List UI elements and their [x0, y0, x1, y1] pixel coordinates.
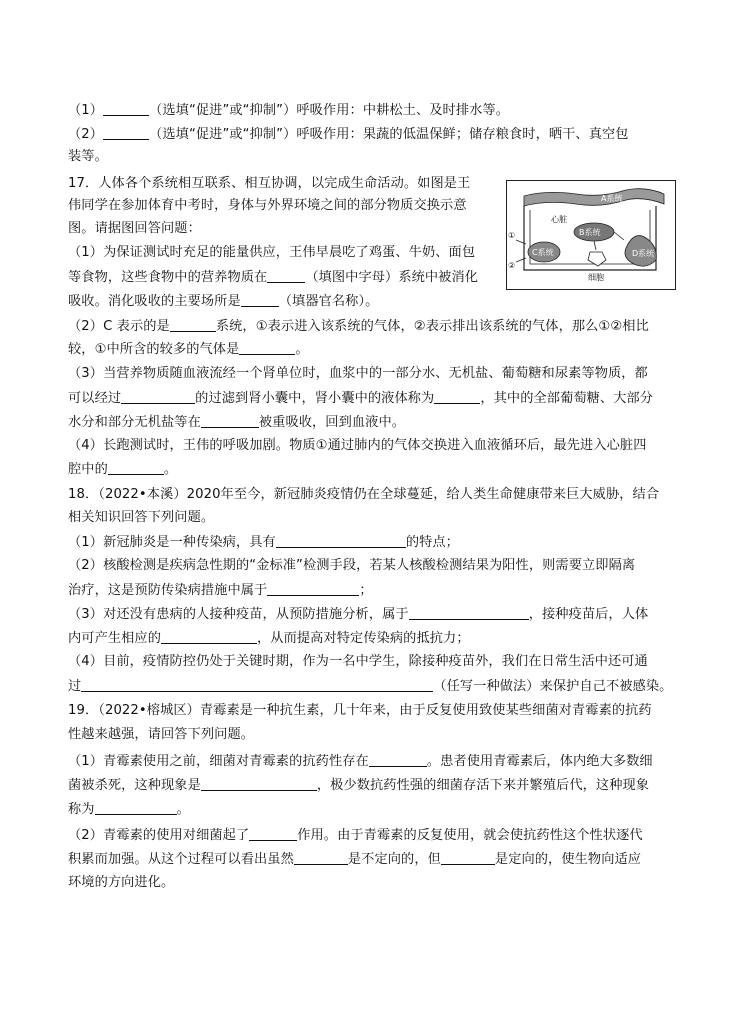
answer-blank	[201, 413, 259, 428]
text-line: （2）青霉素的使用对细菌起了 作用。由于青霉素的反复使用，就会使抗药性这个性状逐代	[68, 828, 643, 843]
label-cell: 细胞	[588, 273, 604, 282]
text-line: 可以经过 的过滤到肾小囊中，肾小囊中的液体称为 ，其中的全部葡萄糖、大部分	[68, 391, 654, 406]
text: （2）	[68, 127, 104, 142]
text-line: 积累而加强。从这个过程可以看出虽然 是不定向的，但 是定向的，使生物向适应	[68, 852, 642, 867]
answer-blank	[170, 317, 216, 332]
text-line: （4）长跑测试时，王伟的呼吸加剧。物质①通过肺内的气体交换进入血液循环后，最先进入心脏四	[68, 438, 647, 453]
answer-blank	[239, 340, 295, 355]
label-system-a: A系统	[601, 194, 623, 203]
text: （选填“促进”或“抑制”）呼吸作用：果蔬的低温保鲜；储存粮食时，晒干、真空包	[149, 127, 629, 142]
text-line: 水分和部分无机盐等在 被重吸收，回到血液中。	[68, 415, 406, 430]
text-line: （1）青霉素使用之前，细菌对青霉素的抗药性存在 。患者使用青霉素后，体内绝大多数细	[68, 754, 653, 769]
answer-blank	[434, 389, 480, 404]
answer-blank	[161, 629, 257, 644]
text-line: 性越来越强，请回答下列问题。	[68, 727, 255, 742]
text-line: 图。请据图回答问题：	[68, 221, 201, 236]
text-line: 伟同学在参加体育中考时，身体与外界环境之间的部分物质交换示意	[68, 198, 467, 213]
text-line: 称为 。	[68, 802, 190, 817]
label-1: ①	[508, 231, 516, 240]
text-line: （1）为保证测试时充足的能量供应，王伟早晨吃了鸡蛋、牛奶、面包	[68, 245, 476, 260]
answer-blank	[267, 581, 359, 596]
text-line: 治疗，这是预防传染病措施中属于 ；	[68, 583, 373, 598]
answer-blank	[409, 605, 529, 620]
text: 装等。	[68, 149, 108, 164]
text-line: 吸收。消化吸收的主要场所是 （填器官名称）。	[68, 294, 379, 309]
text-line: 较，①中所含的较多的气体是 。	[68, 342, 309, 357]
question-18-title: 18．（2022•本溪）2020年至今，新冠肺炎疫情仍在全球蔓延，给人类生命健康带来巨大威胁，结合	[68, 487, 660, 502]
text-line: 菌被杀死，这种现象是 ，极少数抗药性强的细菌存活下来并繁殖后代，这种现象	[68, 778, 650, 793]
text: （1）	[68, 103, 104, 118]
answer-blank	[95, 800, 177, 815]
text-line: 相关知识回答下列问题。	[68, 510, 215, 525]
body-systems-diagram	[506, 180, 676, 290]
answer-blank	[276, 533, 406, 548]
answer-blank	[369, 752, 427, 767]
label-heart: 心脏	[551, 215, 567, 224]
question-19-title: 19．（2022•榕城区）青霉素是一种抗生素，几十年来，由于反复使用致使某些细菌对青霉素的抗药	[68, 703, 652, 718]
text-line: （3）当营养物质随血液流经一个肾单位时，血浆中的一部分水、无机盐、葡萄糖和尿素等物质，都	[68, 366, 648, 381]
answer-blank	[103, 125, 149, 140]
answer-blank	[108, 460, 164, 475]
label-system-c: C系统	[532, 248, 554, 257]
label-system-b: B系统	[579, 228, 601, 237]
answer-blank	[241, 292, 279, 307]
text-line: （2）核酸检测是疾病急性期的“金标准”检测手段，若某人核酸检测结果为阳性，则需要立即隔离	[68, 558, 636, 573]
text-line: 过 （任写一种做法）来保护自己不被感染。	[68, 679, 673, 694]
answer-blank	[121, 389, 195, 404]
question-17-title: 17．人体各个系统相互联系、相互协调，以完成生命活动。如图是王	[68, 176, 471, 191]
answer-blank	[267, 268, 305, 283]
answer-blank	[81, 677, 433, 692]
text-line: 等食物，这些食物中的营养物质在 （填图中字母）系统中被消化	[68, 270, 479, 285]
text-line	[68, 125, 629, 144]
answer-blank	[441, 850, 495, 865]
label-system-d: D系统	[632, 249, 655, 258]
answer-blank	[103, 101, 149, 116]
answer-blank	[201, 776, 317, 791]
text-line: （4）目前，疫情防控仍处于关键时期，作为一名中学生，除接种疫苗外，我们在日常生活中还可通	[68, 654, 648, 669]
text-line	[68, 101, 509, 120]
text-line: （2）C 表示的是 系统，①表示进入该系统的气体，②表示排出该系统的气体，那么①②相比	[68, 319, 649, 334]
text-line	[68, 148, 108, 166]
text: （选填“促进”或“抑制”）呼吸作用：中耕松土、及时排水等。	[149, 103, 509, 118]
text-line: 腔中的 。	[68, 462, 178, 477]
answer-blank	[294, 850, 348, 865]
answer-blank	[249, 826, 297, 841]
text-line: （1）新冠肺炎是一种传染病，具有 的特点；	[68, 535, 459, 550]
text-line: （3）对还没有患病的人接种疫苗，从预防措施分析，属于 ，接种疫苗后，人体	[68, 607, 649, 622]
text-line: 环境的方向进化。	[68, 875, 175, 890]
label-2: ②	[508, 261, 516, 270]
text-line: 内可产生相应的 ，从而提高对特定传染病的抵抗力；	[68, 631, 470, 646]
